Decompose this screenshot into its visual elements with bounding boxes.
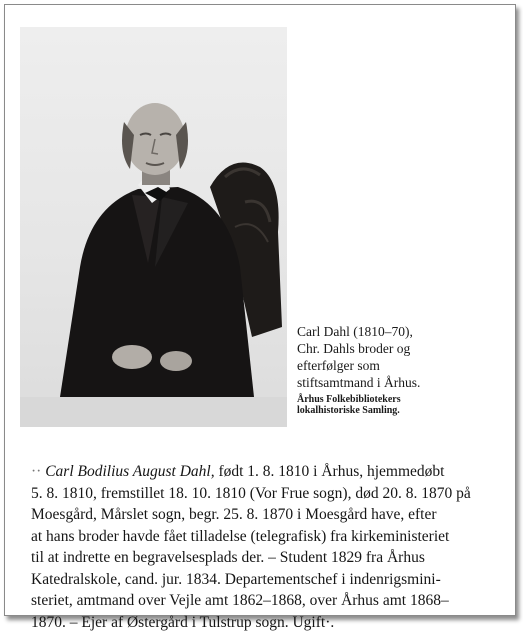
credit-line: lokalhistoriske Samling. bbox=[297, 405, 507, 416]
biography-text bbox=[31, 461, 501, 633]
line-text: født 1. 8. 1810 i Århus, hjemmedøbt bbox=[215, 463, 445, 480]
biography-line: til at indrette en begravelsesplads der. – Student 1829 fra Århus bbox=[31, 547, 501, 569]
caption-line: stiftsamtmand i Århus. bbox=[297, 374, 507, 391]
biography-line: at hans broder havde fået tilladelse (telegrafisk) fra kirkeministeriet bbox=[31, 526, 501, 548]
caption-line: Carl Dahl (1810–70), bbox=[297, 323, 507, 340]
biography-line: 1870. – Ejer af Østergård i Tulstrup sogn. Ugift·. bbox=[31, 612, 501, 633]
biography-line: Moesgård, Mårslet sogn, begr. 25. 8. 1870 i Moesgård have, efter bbox=[31, 504, 501, 526]
biography-line: 5. 8. 1810, fremstillet 18. 10. 1810 (Vor Frue sogn), død 20. 8. 1870 på bbox=[31, 483, 501, 505]
credit-line: Århus Folkebibliotekers bbox=[297, 394, 507, 405]
photo-caption bbox=[297, 323, 507, 416]
biography-line: steriet, amtmand over Vejle amt 1862–1868, over Århus amt 1868– bbox=[31, 590, 501, 612]
caption-line: efterfølger som bbox=[297, 357, 507, 374]
caption-line: Chr. Dahls broder og bbox=[297, 340, 507, 357]
biography-line: Katedralskole, cand. jur. 1834. Departementschef i indenrigsmini- bbox=[31, 569, 501, 591]
photo-credit bbox=[297, 394, 507, 416]
portrait-photo bbox=[20, 27, 287, 427]
portrait-illustration bbox=[20, 27, 287, 427]
person-name: Carl Bodilius August Dahl, bbox=[45, 463, 214, 480]
biography-line bbox=[31, 461, 501, 483]
page-frame bbox=[4, 4, 516, 616]
lead-mark: ·· bbox=[31, 463, 41, 480]
